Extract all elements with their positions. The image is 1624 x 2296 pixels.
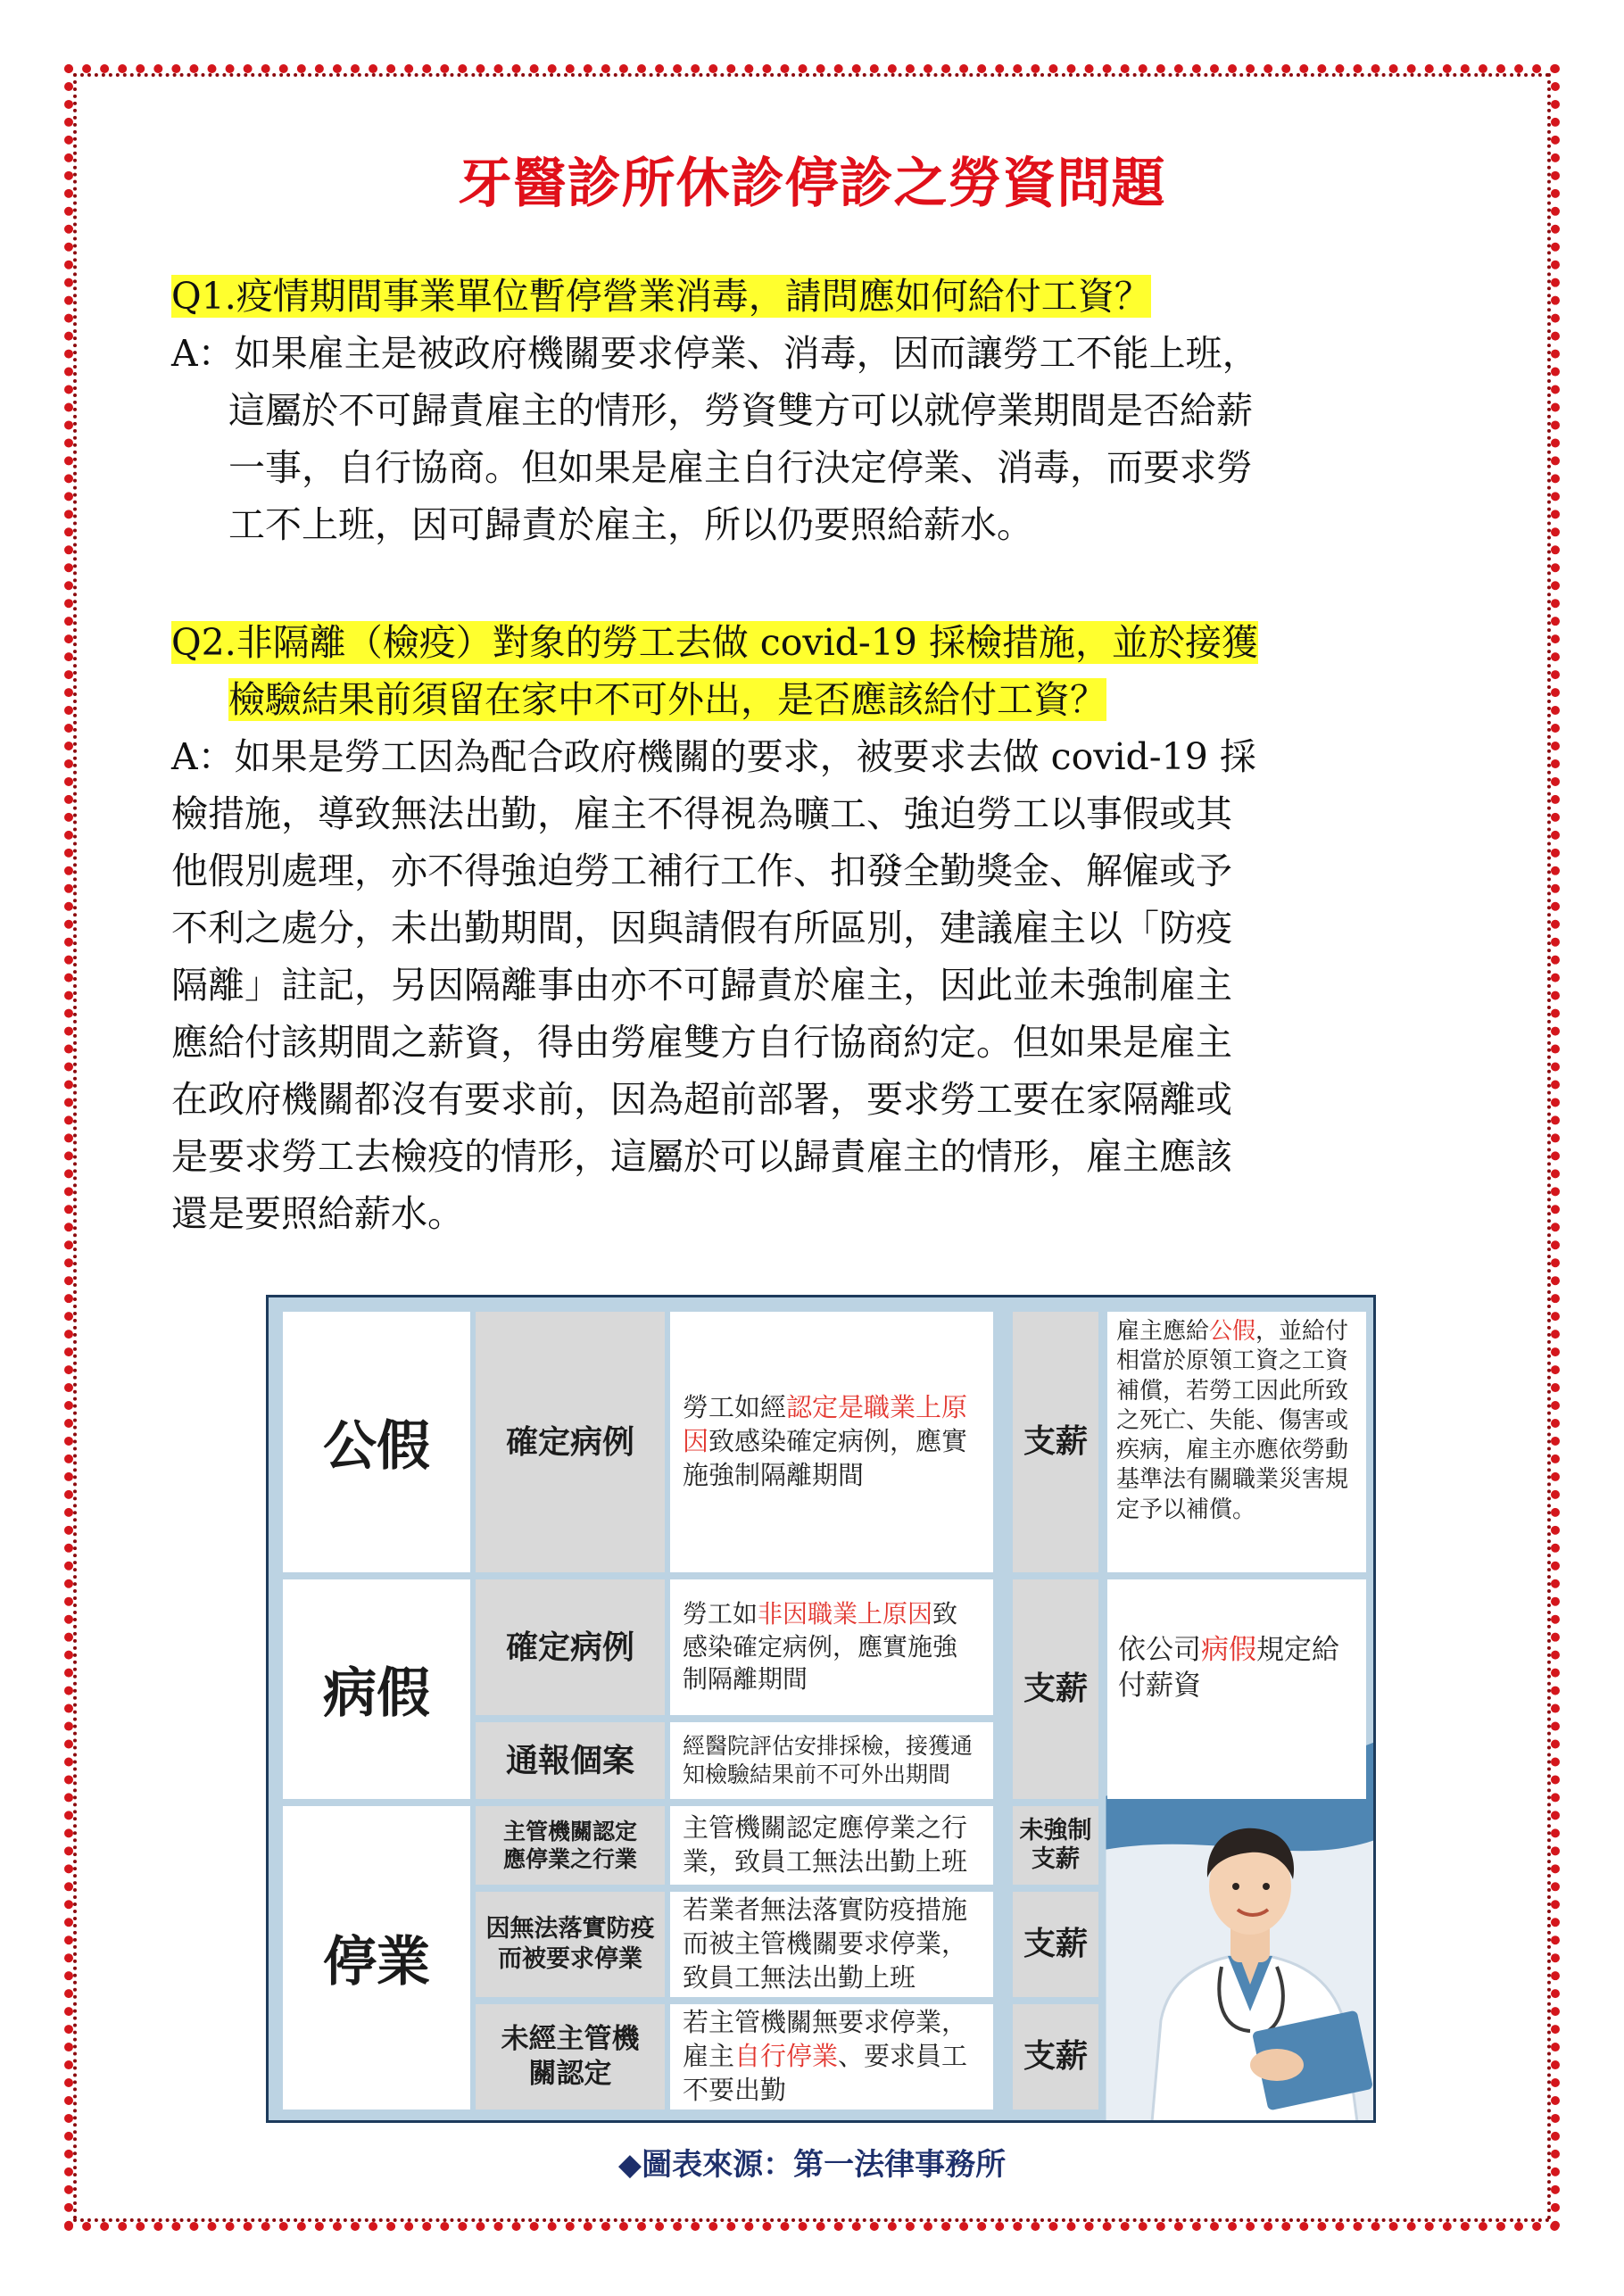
q2-question-line: Q2.非隔離（檢疫）對象的勞工去做 covid-19 採檢措施，並於接獲 xyxy=(171,621,1258,664)
bingjia-desc1: 勞工如非因職業上原因致感染確定病例，應實施強制隔離期間 xyxy=(670,1579,993,1715)
tingye-desc3: 若主管機關無要求停業，雇主自行停業、要求員工不要出勤 xyxy=(670,2004,993,2110)
category-gongjia: 公假 xyxy=(283,1312,470,1572)
q1-answer-line: 工不上班，因可歸責於雇主，所以仍要照給薪水。 xyxy=(228,503,1033,546)
tingye-sub1: 主管機關認定應停業之行業 xyxy=(476,1806,665,1885)
q2-answer-line: 還是要照給薪水。 xyxy=(171,1192,464,1235)
q1-question: Q1.疫情期間事業單位暫停營業消毒，請問應如何給付工資？ xyxy=(171,275,1151,318)
tingye-sub2: 因無法落實防疫而被要求停業 xyxy=(476,1892,665,1997)
q2-answer-line: 是要求勞工去檢疫的情形，這屬於可以歸責雇主的情形，雇主應該 xyxy=(171,1135,1232,1178)
tingye-pay1: 未強制支薪 xyxy=(1013,1806,1098,1885)
gongjia-pay: 支薪 xyxy=(1013,1312,1098,1572)
page-title: 牙醫診所休診停診之勞資問題 xyxy=(458,153,1166,215)
gongjia-sub: 確定病例 xyxy=(476,1312,665,1572)
q2-question-line: 檢驗結果前須留在家中不可外出，是否應該給付工資？ xyxy=(228,678,1106,721)
q1-block xyxy=(171,268,1465,553)
leave-pay-table-figure xyxy=(266,1295,1376,2123)
category-tingye: 停業 xyxy=(283,1806,470,2110)
q2-answer-line: 檢措施，導致無法出勤，雇主不得視為曠工、強迫勞工以事假或其 xyxy=(171,792,1232,835)
q2-answer-line: 應給付該期間之薪資，得由勞雇雙方自行協商約定。但如果是雇主 xyxy=(171,1021,1232,1064)
gongjia-note: 雇主應給公假，並給付相當於原領工資之工資補償，若勞工因此所致之死亡、失能、傷害或疾病，雇主亦應依勞動基準法有關職業災害規定予以補償。 xyxy=(1107,1312,1366,1572)
q2-answer-line: 隔離」註記，另因隔離事由亦不可歸責於雇主，因此並未強制雇主 xyxy=(171,964,1232,1007)
gongjia-desc: 勞工如經認定是職業上原因致感染確定病例，應實施強制隔離期間 xyxy=(670,1312,993,1572)
bingjia-pay: 支薪 xyxy=(1013,1579,1098,1799)
q1-answer-line: 這屬於不可歸責雇主的情形，勞資雙方可以就停業期間是否給薪 xyxy=(228,389,1253,432)
tingye-desc1: 主管機關認定應停業之行業，致員工無法出勤上班 xyxy=(670,1806,993,1885)
bingjia-desc2: 經醫院評估安排採檢，接獲通知檢驗結果前不可外出期間 xyxy=(670,1722,993,1799)
tingye-pay3: 支薪 xyxy=(1013,2004,1098,2110)
tingye-sub3: 未經主管機關認定 xyxy=(476,2004,665,2110)
doctor-illustration xyxy=(1125,1797,1375,2122)
q1-answer-line: 一事，自行協商。但如果是雇主自行決定停業、消毒，而要求勞 xyxy=(228,446,1253,489)
q2-answer-line: 他假別處理，亦不得強迫勞工補行工作、扣發全勤獎金、解僱或予 xyxy=(171,850,1232,892)
bingjia-sub2: 通報個案 xyxy=(476,1722,665,1799)
bingjia-note: 依公司病假規定給付薪資 xyxy=(1107,1579,1366,1799)
q2-block xyxy=(171,614,1465,1242)
q2-answer-line: 不利之處分，未出勤期間，因與請假有所區別，建議雇主以「防疫 xyxy=(171,907,1232,949)
tingye-pay2: 支薪 xyxy=(1013,1892,1098,1997)
q2-answer-line: 在政府機關都沒有要求前，因為超前部署，要求勞工要在家隔離或 xyxy=(171,1078,1232,1121)
q1-answer-line: A：如果雇主是被政府機關要求停業、消毒，因而讓勞工不能上班， xyxy=(171,332,1259,375)
tingye-desc2: 若業者無法落實防疫措施而被主管機關要求停業，致員工無法出勤上班 xyxy=(670,1892,993,1997)
figure-caption: ◆圖表來源：第一法律事務所 xyxy=(617,2147,1007,2183)
bingjia-sub1: 確定病例 xyxy=(476,1579,665,1715)
q2-answer-line: A：如果是勞工因為配合政府機關的要求，被要求去做 covid-19 採 xyxy=(171,735,1256,778)
category-bingjia: 病假 xyxy=(283,1579,470,1799)
